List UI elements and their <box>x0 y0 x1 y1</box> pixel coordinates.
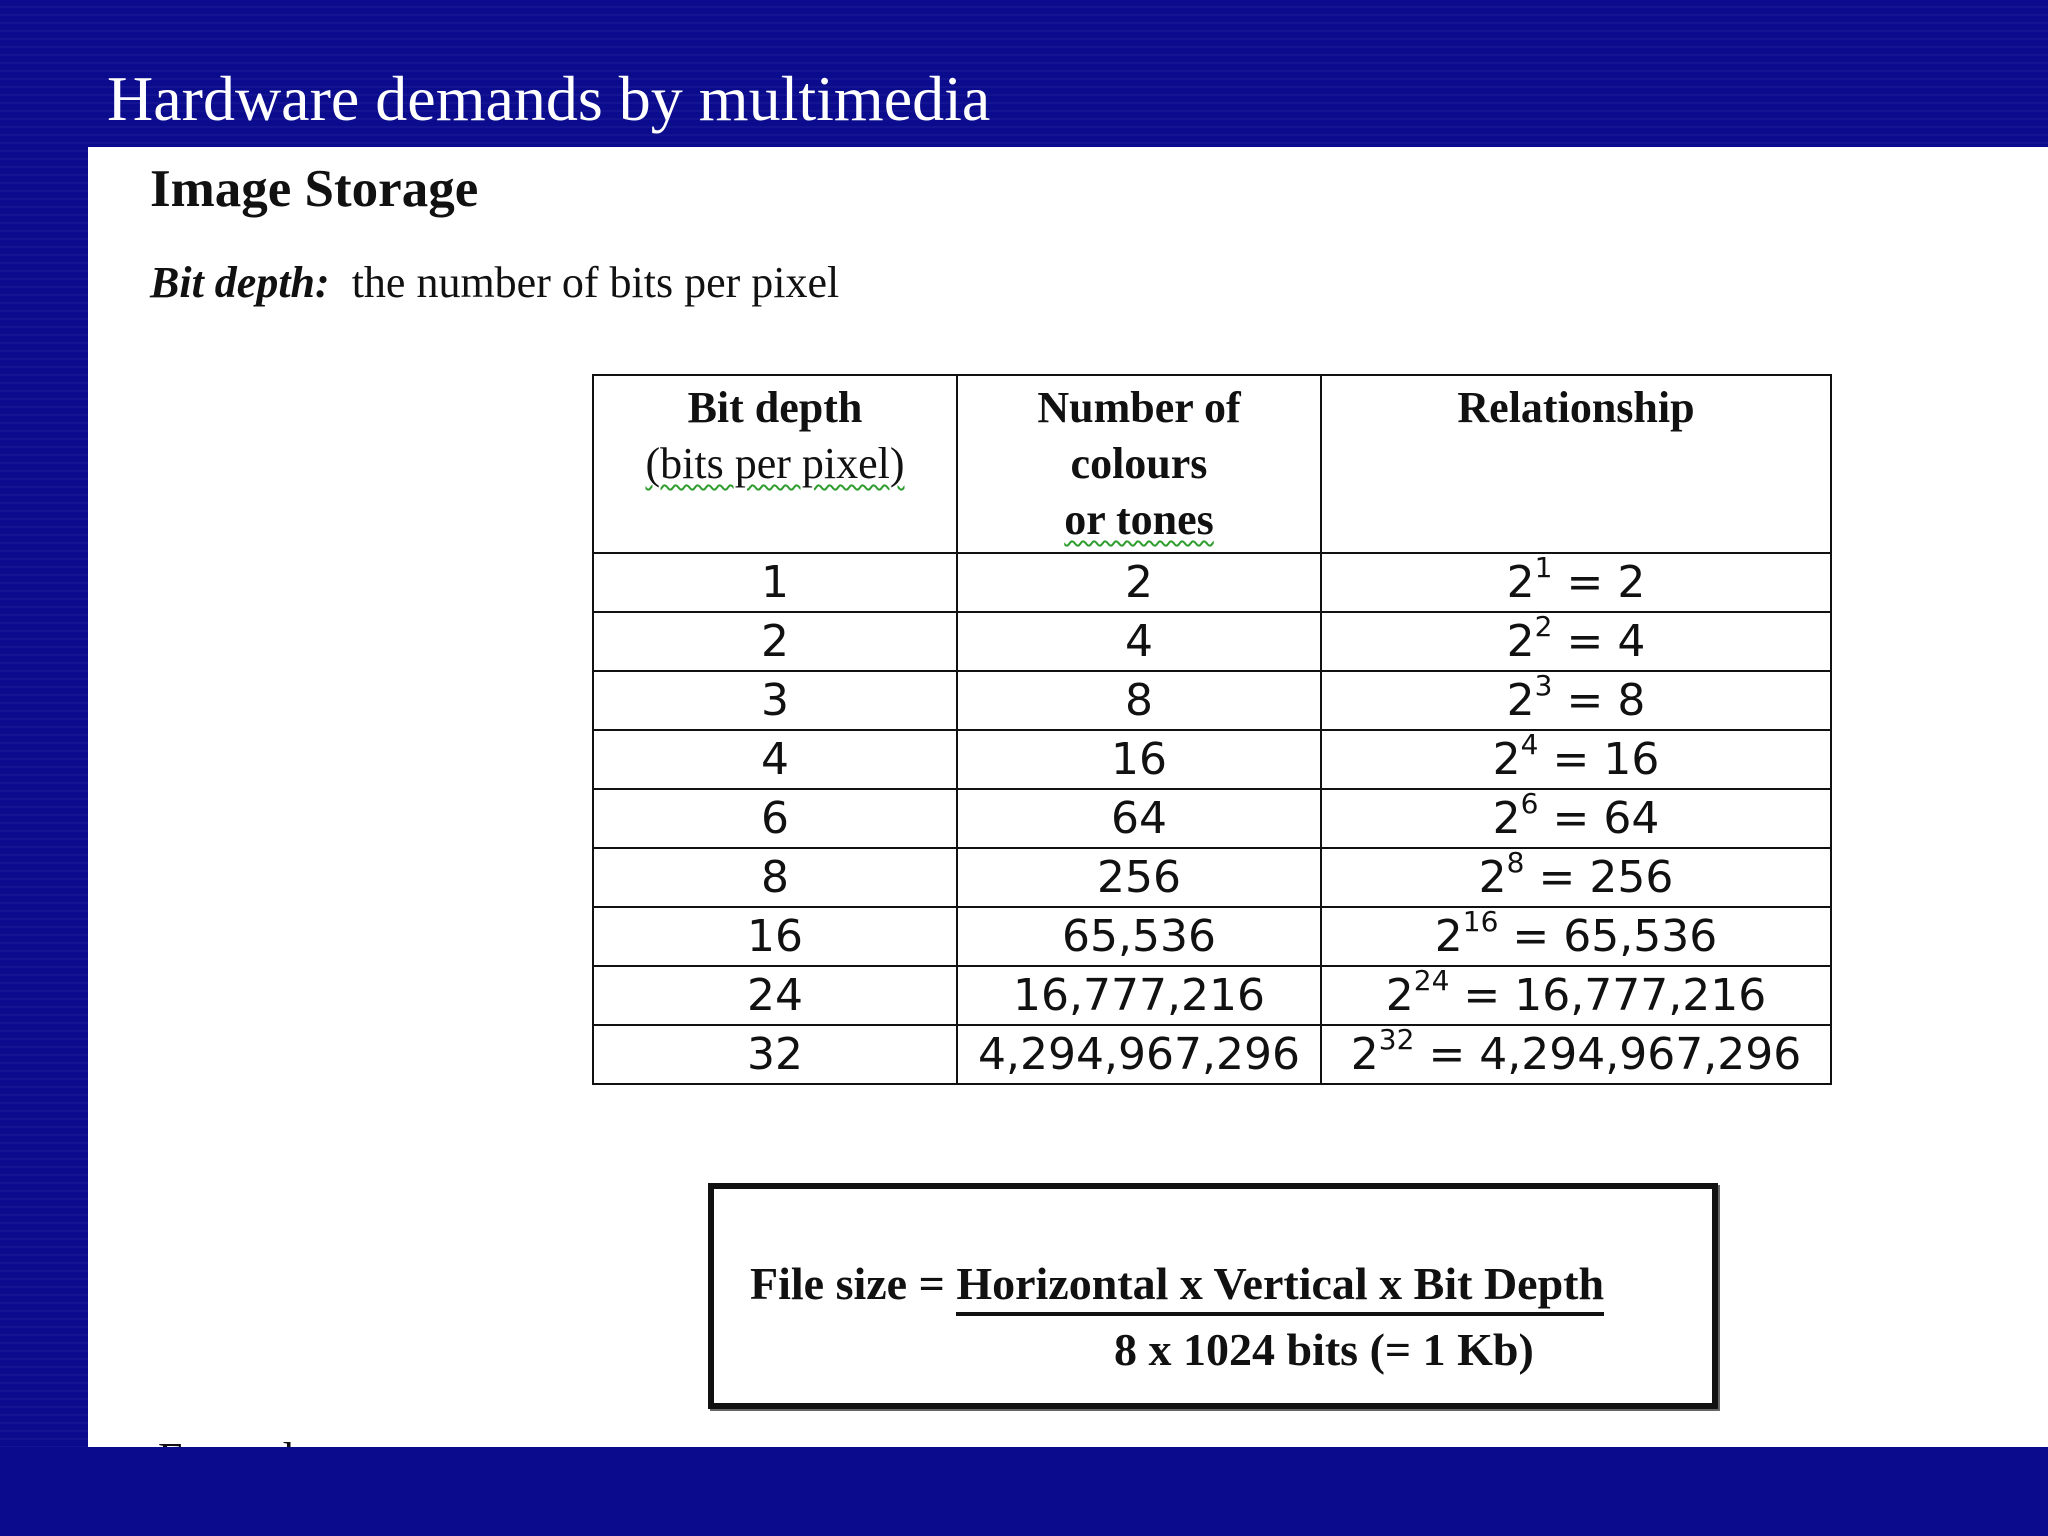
relationship-result: = 65,536 <box>1512 911 1718 962</box>
cell-bits: 24 <box>593 966 957 1025</box>
cell-colours: 4 <box>957 612 1321 671</box>
relationship-exponent: 6 <box>1520 787 1539 821</box>
section-heading: Image Storage <box>150 160 479 218</box>
table-row <box>593 730 1831 789</box>
file-size-formula-box <box>708 1183 1718 1409</box>
cell-colours: 65,536 <box>957 907 1321 966</box>
relationship-result: = 2 <box>1566 557 1646 608</box>
header-bit-depth-line1: Bit depth <box>687 383 863 432</box>
relationship-result: = 256 <box>1538 852 1674 903</box>
cell-colours: 2 <box>957 553 1321 612</box>
cell-relationship <box>1321 907 1831 966</box>
cell-bits: 3 <box>593 671 957 730</box>
header-bit-depth-line2-text: (bits per pixel) <box>645 439 905 488</box>
cell-bits: 2 <box>593 612 957 671</box>
relationship-base: 2 <box>1350 1029 1379 1080</box>
bit-depth-term: Bit depth: <box>150 258 330 307</box>
table-row <box>593 789 1831 848</box>
relationship-base: 2 <box>1385 970 1414 1021</box>
relationship-base: 2 <box>1506 616 1535 667</box>
cell-colours: 4,294,967,296 <box>957 1025 1321 1084</box>
cell-bits: 32 <box>593 1025 957 1084</box>
relationship-result: = 4,294,967,296 <box>1428 1029 1802 1080</box>
header-colours-line3-text: or tones <box>1064 495 1214 544</box>
relationship-base: 2 <box>1506 675 1535 726</box>
cell-relationship <box>1321 553 1831 612</box>
cell-relationship <box>1321 730 1831 789</box>
relationship-exponent: 1 <box>1534 551 1553 585</box>
slide-bottom-band <box>0 1447 2048 1536</box>
relationship-base: 2 <box>1434 911 1463 962</box>
header-relationship-line1: Relationship <box>1457 383 1695 432</box>
header-bit-depth-line2 <box>594 436 956 492</box>
cell-relationship <box>1321 671 1831 730</box>
formula-lhs: File size = <box>750 1258 945 1309</box>
header-colours-line1: Number of <box>1037 383 1241 432</box>
table-row <box>593 848 1831 907</box>
table-row <box>593 1025 1831 1084</box>
bit-depth-definition <box>150 257 839 308</box>
cell-colours: 16 <box>957 730 1321 789</box>
header-number-of-colours <box>957 375 1321 553</box>
formula-denominator: 8 x 1024 bits (= 1 Kb) <box>1114 1324 1534 1375</box>
table-row <box>593 553 1831 612</box>
relationship-result: = 8 <box>1566 675 1646 726</box>
relationship-result: = 64 <box>1552 793 1660 844</box>
cell-colours: 256 <box>957 848 1321 907</box>
relationship-exponent: 16 <box>1462 905 1499 939</box>
table-row <box>593 907 1831 966</box>
cell-bits: 1 <box>593 553 957 612</box>
relationship-exponent: 4 <box>1520 728 1539 762</box>
relationship-result: = 4 <box>1566 616 1646 667</box>
cell-relationship <box>1321 1025 1831 1084</box>
relationship-result: = 16,777,216 <box>1463 970 1767 1021</box>
bit-depth-table <box>592 374 1832 1085</box>
bit-depth-definition-text: the number of bits per pixel <box>351 258 840 307</box>
relationship-exponent: 24 <box>1413 964 1450 998</box>
table-row <box>593 612 1831 671</box>
relationship-exponent: 2 <box>1534 610 1553 644</box>
relationship-result: = 16 <box>1552 734 1660 785</box>
header-colours-line3 <box>958 492 1320 548</box>
table-row <box>593 671 1831 730</box>
cell-relationship <box>1321 966 1831 1025</box>
relationship-exponent: 3 <box>1534 669 1553 703</box>
relationship-base: 2 <box>1492 793 1521 844</box>
cell-bits: 6 <box>593 789 957 848</box>
cell-relationship <box>1321 612 1831 671</box>
document-image <box>88 147 2048 1447</box>
relationship-exponent: 32 <box>1378 1023 1415 1057</box>
cell-relationship <box>1321 848 1831 907</box>
table-row <box>593 966 1831 1025</box>
cell-bits: 16 <box>593 907 957 966</box>
cell-relationship <box>1321 789 1831 848</box>
cell-colours: 16,777,216 <box>957 966 1321 1025</box>
formula-numerator: Horizontal x Vertical x Bit Depth <box>956 1257 1604 1316</box>
cell-bits: 4 <box>593 730 957 789</box>
cell-colours: 64 <box>957 789 1321 848</box>
formula-equation <box>750 1257 1604 1316</box>
relationship-base: 2 <box>1478 852 1507 903</box>
relationship-base: 2 <box>1492 734 1521 785</box>
cell-colours: 8 <box>957 671 1321 730</box>
relationship-exponent: 8 <box>1506 846 1525 880</box>
table-header-row <box>593 375 1831 553</box>
header-relationship <box>1321 375 1831 553</box>
header-colours-line2: colours <box>1070 439 1208 488</box>
relationship-base: 2 <box>1506 557 1535 608</box>
cell-bits: 8 <box>593 848 957 907</box>
header-bit-depth <box>593 375 957 553</box>
slide-title: Hardware demands by multimedia <box>107 63 991 134</box>
